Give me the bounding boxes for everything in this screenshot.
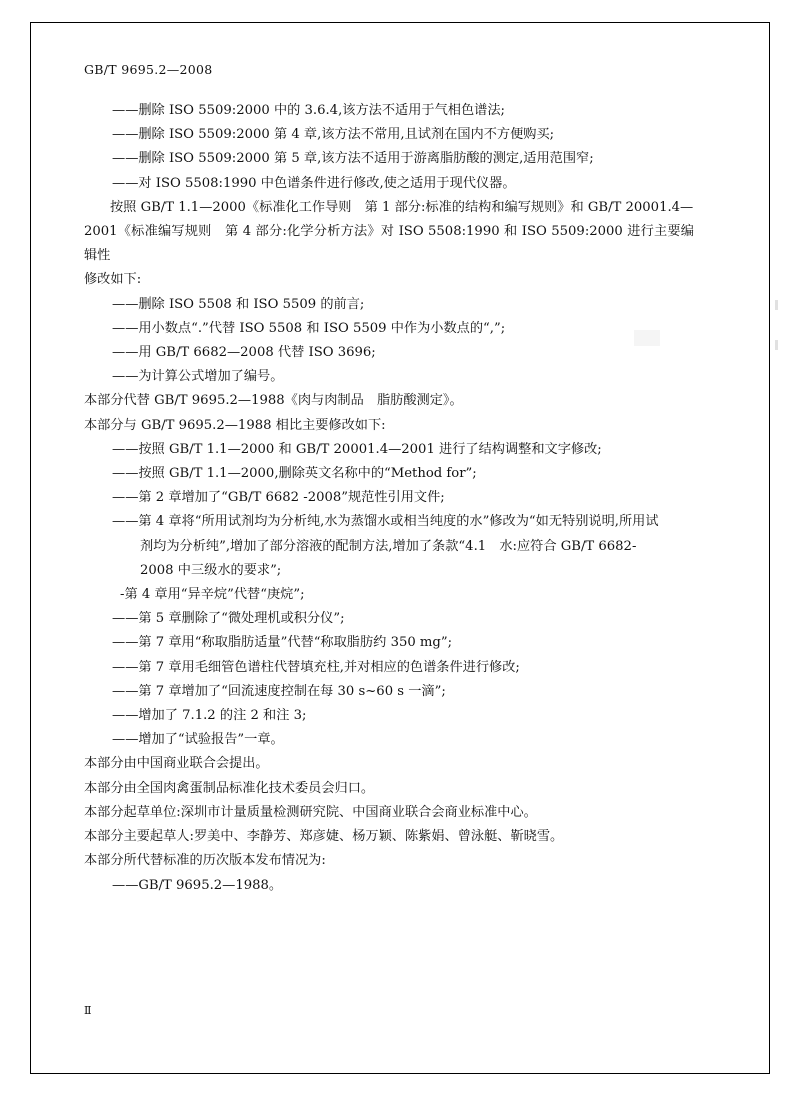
body-line: ——按照 GB/T 1.1—2000 和 GB/T 20001.4—2001 进行了结构调整和文字修改; (112, 441, 602, 457)
body-text (84, 99, 694, 898)
body-line: ——对 ISO 5508:1990 中色谱条件进行修改,使之适用于现代仪器。 (112, 175, 516, 191)
body-line: -第 4 章用“异辛烷”代替“庚烷”; (120, 587, 305, 603)
body-line: 剂均为分析纯”,增加了部分溶液的配制方法,增加了条款“4.1 水:应符合 GB/T 6682- (140, 538, 637, 554)
body-line: 本部分与 GB/T 9695.2—1988 相比主要修改如下: (84, 417, 386, 433)
body-line: ——删除 ISO 5509:2000 中的 3.6.4,该方法不适用于气相色谱法; (112, 103, 505, 118)
body-line: ——按照 GB/T 1.1—2000,删除英文名称中的“Method for”; (112, 466, 477, 482)
body-line: 修改如下: (84, 272, 142, 288)
body-line: 本部分由中国商业联合会提出。 (84, 756, 269, 772)
body-line: ——第 7 章用“称取脂肪适量”代替“称取脂肪约 350 mg”; (112, 635, 453, 651)
body-line: 按照 GB/T 1.1—2000《标准化工作导则 第 1 部分:标准的结构和编写规则》和 GB/T 20001.4— (110, 199, 694, 215)
body-line: ——第 5 章删除了“微处理机或积分仪”; (112, 611, 345, 627)
body-line: ——用小数点“.”代替 ISO 5508 和 ISO 5509 中作为小数点的“,”; (112, 320, 506, 336)
body-line: ——删除 ISO 5509:2000 第 4 章,该方法不常用,且试剂在国内不方便购买; (112, 127, 555, 143)
body-line: ——增加了“试验报告”一章。 (112, 732, 284, 748)
body-line: ——删除 ISO 5508 和 ISO 5509 的前言; (112, 296, 365, 312)
body-line: 本部分所代替标准的历次版本发布情况为: (84, 853, 326, 869)
body-line: ——为计算公式增加了编号。 (112, 369, 284, 385)
body-line: ——第 7 章用毛细管色谱柱代替填充柱,并对相应的色谱条件进行修改; (112, 659, 520, 675)
body-line: 2001《标准编写规则 第 4 部分:化学分析方法》对 ISO 5508:1990 和 ISO 5509:2000 进行主要编辑性 (84, 224, 694, 264)
standard-number-header: GB/T 9695.2—2008 (84, 62, 213, 77)
body-line: ——第 7 章增加了“回流速度控制在每 30 s~60 s 一滴”; (112, 683, 446, 699)
page-number: Ⅱ (84, 1004, 92, 1017)
body-line: 本部分代替 GB/T 9695.2—1988《肉与肉制品 脂肪酸测定》。 (84, 393, 463, 409)
body-line: ——用 GB/T 6682—2008 代替 ISO 3696; (112, 345, 376, 361)
body-line: ——增加了 7.1.2 的注 2 和注 3; (112, 708, 307, 724)
body-line: ——GB/T 9695.2—1988。 (112, 877, 283, 893)
body-line: 本部分主要起草人:罗美中、李静芳、郑彦婕、杨万颖、陈紫娟、曾泳艇、靳晓雪。 (84, 829, 564, 845)
body-line: 本部分起草单位:深圳市计量质量检测研究院、中国商业联合会商业标准中心。 (84, 804, 537, 820)
scan-artifact (775, 300, 778, 310)
scan-artifact (775, 340, 778, 350)
body-line: ——删除 ISO 5509:2000 第 5 章,该方法不适用于游离脂肪酸的测定,适用范围窄; (112, 151, 594, 167)
body-line: ——第 4 章将“所用试剂均为分析纯,水为蒸馏水或相当纯度的水”修改为“如无特别说明,所用试 (112, 514, 659, 530)
body-line: 本部分由全国肉禽蛋制品标准化技术委员会归口。 (84, 780, 375, 796)
body-line: 2008 中三级水的要求”; (140, 562, 282, 578)
page-content (84, 62, 694, 898)
body-line: ——第 2 章增加了“GB/T 6682 -2008”规范性引用文件; (112, 490, 445, 506)
